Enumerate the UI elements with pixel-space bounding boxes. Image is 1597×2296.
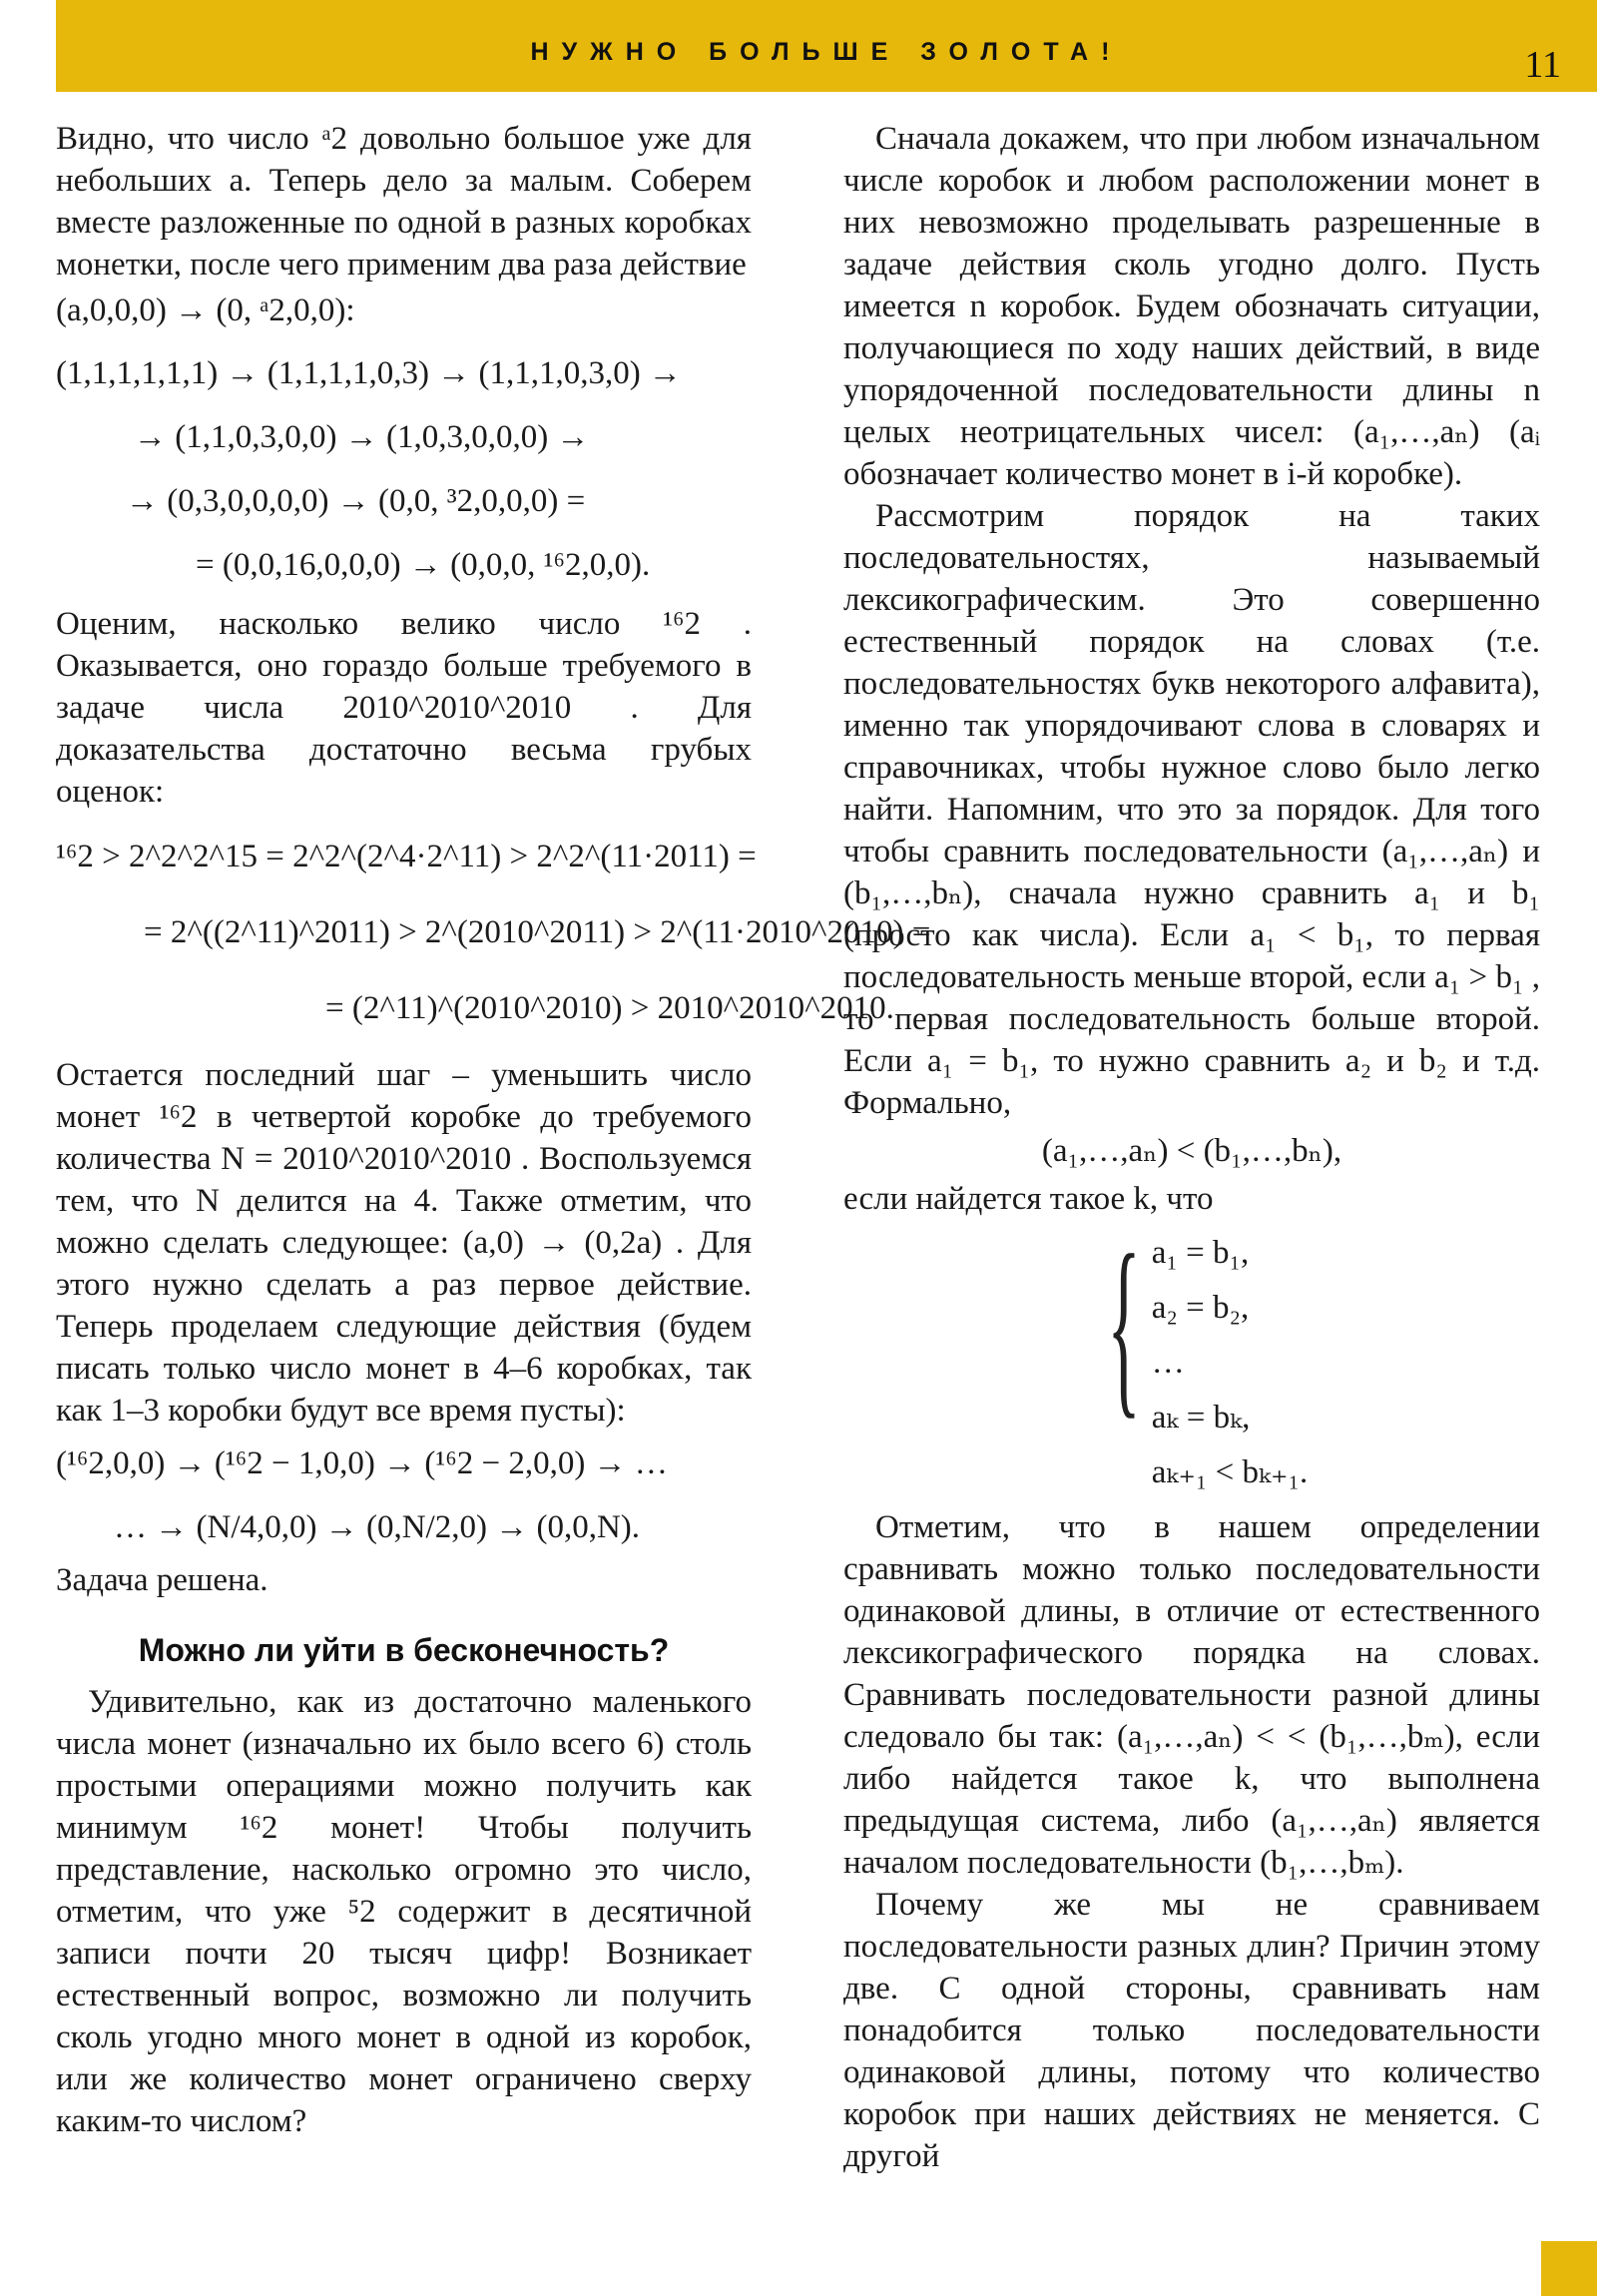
inequality-line: = (2^11)^(2010^2010) > 2010^2010^2010. <box>325 990 894 1026</box>
corner-tab <box>1541 2241 1597 2296</box>
page-number: 11 <box>1524 44 1561 86</box>
equation-chain <box>56 341 752 597</box>
equation: (a₁,…,aₙ) < (b₁,…,bₙ), <box>1041 1133 1342 1169</box>
chain-line: (¹⁶2,0,0) → (¹⁶2 − 1,0,0) → (¹⁶2 − 2,0,0) → … <box>56 1445 668 1481</box>
brace-symbol: { <box>1106 1215 1141 1435</box>
left-column <box>56 118 931 2142</box>
system-row: a₁ = b₁, <box>1151 1235 1250 1271</box>
chain-line: = (0,0,16,0,0,0) → (0,0,0, ¹⁶2,0,0). <box>196 547 651 583</box>
section-heading: Можно ли уйти в бесконечность? <box>138 1632 670 1668</box>
paragraph: Удивительно, как из достаточно маленького числа монет (изначально их было всего 6) столь простыми операциями можно получить как минимум ¹⁶2 монет! Чтобы получить представление, насколько огромно это число, отметим, что уже ⁵2 содержит в десятичной записи почти 20 тысяч цифр! Возникает естественный вопрос, возможно ли получить сколь угодно много монет в одной из коробок, или же количество монет ограничено сверху каким-то числом? <box>56 1684 752 2139</box>
chain-line: → (1,1,0,3,0,0) → (1,0,3,0,0,0) → <box>134 419 590 455</box>
paragraph: Почему же мы не сравниваем последовательности разных длин? Причин этому две. С одной стороны, сравнивать нам понадобится только последовательности одинаковой длины, потому что количество коробок при наших действиях не меняется. С другой <box>843 1887 1540 2174</box>
equation-system <box>843 1215 1540 1500</box>
paragraph: Оценим, насколько велико число ¹⁶2 . Оказывается, оно гораздо больше требуемого в задаче числа 2010^2010^2010 . Для доказательства достаточно весьма грубых оценок: <box>56 606 752 810</box>
paragraph: Остается последний шаг – уменьшить число монет ¹⁶2 в четвертой коробке до требуемого количества N = 2010^2010^2010 . Воспользуемся тем, что N делится на 4. Также отметим, что можно сделать следующее: (a,0) → (0,2a) . Для этого нужно сделать a раз первое действие. Теперь проделаем следующие действия (будем писать только число монет в 4–6 коробках, так как 1–3 коробки будут все время пусты): <box>56 1057 752 1429</box>
system-row: aₖ₊₁ < bₖ₊₁. <box>1151 1454 1309 1490</box>
chain-line: → (0,3,0,0,0,0) → (0,0, ³2,0,0,0) = <box>126 483 586 519</box>
inequality-line: = 2^((2^11)^2011) > 2^(2010^2011) > 2^(11·2010^2010) = <box>144 914 931 950</box>
system-rows <box>1152 1226 1308 1500</box>
paragraph: Задача решена. <box>56 1562 268 1598</box>
system-row: … <box>1151 1345 1185 1381</box>
paragraph: Сначала докажем, что при любом изначальном числе коробок и любом расположении монет в них невозможно проделывать разрешенные в задаче действия сколь угодно долго. Пусть имеется n коробок. Будем обозначать ситуации, получающиеся по ходу наших действий, в виде упорядоченной последовательности длины n целых неотрицательных чисел: (a₁,…,aₙ) (aᵢ обозначает количество монет в i-й коробке). <box>843 121 1540 492</box>
paragraph: Отметим, что в нашем определении сравнивать можно только последовательности одинаковой длины, в отличие от естественного лексикографического порядка на словах. Сравнивать последовательности разной длины следовало бы так: (a₁,…,aₙ) < < (b₁,…,bₘ), если либо найдется такое k, что выполнена предыдущая система, либо (a₁,…,aₙ) является началом последовательности (b₁,…,bₘ). <box>843 1509 1540 1881</box>
inequality-chain <box>56 819 931 1046</box>
equation: (a,0,0,0) → (0, ᵃ2,0,0): <box>56 292 355 328</box>
chain-line: … → (N/4,0,0) → (0,N/2,0) → (0,0,N). <box>114 1509 641 1545</box>
system-row: aₖ = bₖ, <box>1151 1400 1251 1435</box>
system-row: a₂ = b₂, <box>1151 1290 1250 1326</box>
paragraph: если найдется такое k, что <box>843 1181 1214 1217</box>
inequality-line: ¹⁶2 > 2^2^2^15 = 2^2^(2^4·2^11) > 2^2^(11·2011) = <box>56 839 757 874</box>
page-header <box>56 0 1597 92</box>
equation-chain <box>56 1432 752 1559</box>
chain-line: (1,1,1,1,1,1) → (1,1,1,1,0,3) → (1,1,1,0,3,0) → <box>56 355 682 391</box>
running-title: НУЖНО БОЛЬШЕ ЗОЛОТА! <box>530 38 1123 66</box>
right-column <box>843 118 1540 2177</box>
paragraph: Видно, что число ᵃ2 довольно большое уже для небольших a. Теперь дело за малым. Соберем вместе разложенные по одной в разных коробках монетки, после чего применим два раза действие <box>56 121 752 283</box>
paragraph: Рассмотрим порядок на таких последовательностях, называемый лексикографическим. Это совершенно естественный порядок на словах (т.е. последовательностях букв некоторого алфавита), именно так упорядочивают слова в словарях и справочниках, чтобы нужное слово было легко найти. Напомним, что это за порядок. Для того чтобы сравнить последовательности (a₁,…,aₙ) и (b₁,…,bₙ), сначала нужно сравнить a₁ и b₁ (просто как числа). Если a₁ < b₁, то первая последовательность меньше второй, если a₁ > b₁ , то первая последовательность больше второй. Если a₁ = b₁, то нужно сравнить a₂ и b₂ и т.д. Формально, <box>843 498 1540 1121</box>
